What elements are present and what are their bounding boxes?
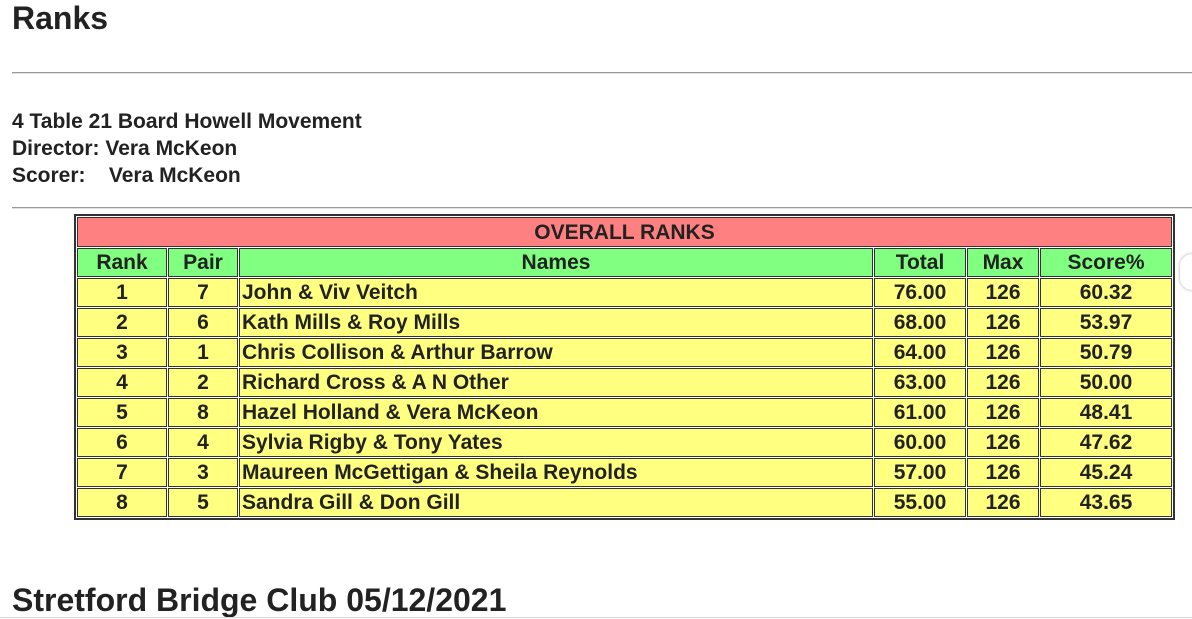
names-cell: Kath Mills & Roy Mills bbox=[239, 308, 873, 337]
movement-text: 4 Table 21 Board Howell Movement bbox=[12, 110, 362, 133]
header-names: Names bbox=[239, 248, 873, 277]
table-row bbox=[77, 488, 1172, 517]
table-row bbox=[77, 398, 1172, 427]
director-text: Director: Vera McKeon bbox=[12, 137, 238, 160]
table-row bbox=[77, 278, 1172, 307]
header-pair: Pair bbox=[168, 248, 238, 277]
pair-cell: 6 bbox=[168, 308, 238, 337]
names-cell: John & Viv Veitch bbox=[239, 278, 873, 307]
max-cell: 126 bbox=[967, 488, 1039, 517]
table-row bbox=[77, 428, 1172, 457]
max-cell: 126 bbox=[967, 398, 1039, 427]
names-cell: Richard Cross & A N Other bbox=[239, 368, 873, 397]
table-row bbox=[77, 368, 1172, 397]
table-row bbox=[77, 308, 1172, 337]
divider bbox=[12, 72, 1192, 74]
pair-cell: 4 bbox=[168, 428, 238, 457]
total-cell: 63.00 bbox=[874, 368, 966, 397]
rank-cell: 6 bbox=[77, 428, 167, 457]
pair-cell: 2 bbox=[168, 368, 238, 397]
rank-cell: 7 bbox=[77, 458, 167, 487]
total-cell: 61.00 bbox=[874, 398, 966, 427]
names-cell: Hazel Holland & Vera McKeon bbox=[239, 398, 873, 427]
page-title: Ranks bbox=[12, 0, 109, 36]
header-score: Score% bbox=[1040, 248, 1172, 277]
rank-cell: 3 bbox=[77, 338, 167, 367]
names-cell: Maureen McGettigan & Sheila Reynolds bbox=[239, 458, 873, 487]
rank-cell: 5 bbox=[77, 398, 167, 427]
score-cell: 50.79 bbox=[1040, 338, 1172, 367]
rank-cell: 8 bbox=[77, 488, 167, 517]
names-cell: Sandra Gill & Don Gill bbox=[239, 488, 873, 517]
total-cell: 68.00 bbox=[874, 308, 966, 337]
total-cell: 55.00 bbox=[874, 488, 966, 517]
total-cell: 60.00 bbox=[874, 428, 966, 457]
score-cell: 50.00 bbox=[1040, 368, 1172, 397]
header-total: Total bbox=[874, 248, 966, 277]
score-cell: 48.41 bbox=[1040, 398, 1172, 427]
table-header-row bbox=[77, 248, 1172, 277]
names-cell: Sylvia Rigby & Tony Yates bbox=[239, 428, 873, 457]
rank-cell: 2 bbox=[77, 308, 167, 337]
pair-cell: 8 bbox=[168, 398, 238, 427]
rank-cell: 4 bbox=[77, 368, 167, 397]
table-title: OVERALL RANKS bbox=[77, 217, 1172, 247]
pair-cell: 7 bbox=[168, 278, 238, 307]
pair-cell: 5 bbox=[168, 488, 238, 517]
table-title-row bbox=[77, 217, 1172, 247]
pair-cell: 3 bbox=[168, 458, 238, 487]
names-cell: Chris Collison & Arthur Barrow bbox=[239, 338, 873, 367]
total-cell: 57.00 bbox=[874, 458, 966, 487]
event-info bbox=[12, 108, 362, 189]
rank-cell: 1 bbox=[77, 278, 167, 307]
max-cell: 126 bbox=[967, 458, 1039, 487]
header-rank: Rank bbox=[77, 248, 167, 277]
total-cell: 76.00 bbox=[874, 278, 966, 307]
max-cell: 126 bbox=[967, 278, 1039, 307]
score-cell: 47.62 bbox=[1040, 428, 1172, 457]
club-heading: Stretford Bridge Club 05/12/2021 bbox=[12, 582, 507, 618]
score-cell: 43.65 bbox=[1040, 488, 1172, 517]
table-row bbox=[77, 338, 1172, 367]
divider bbox=[12, 207, 1192, 209]
score-cell: 45.24 bbox=[1040, 458, 1172, 487]
score-cell: 53.97 bbox=[1040, 308, 1172, 337]
side-scroll-handle[interactable] bbox=[1180, 254, 1192, 290]
max-cell: 126 bbox=[967, 428, 1039, 457]
table-row bbox=[77, 458, 1172, 487]
header-max: Max bbox=[967, 248, 1039, 277]
overall-ranks-table bbox=[74, 214, 1175, 520]
divider bbox=[0, 617, 1192, 618]
max-cell: 126 bbox=[967, 368, 1039, 397]
scorer-text: Scorer: Vera McKeon bbox=[12, 164, 241, 187]
max-cell: 126 bbox=[967, 338, 1039, 367]
score-cell: 60.32 bbox=[1040, 278, 1172, 307]
total-cell: 64.00 bbox=[874, 338, 966, 367]
pair-cell: 1 bbox=[168, 338, 238, 367]
max-cell: 126 bbox=[967, 308, 1039, 337]
